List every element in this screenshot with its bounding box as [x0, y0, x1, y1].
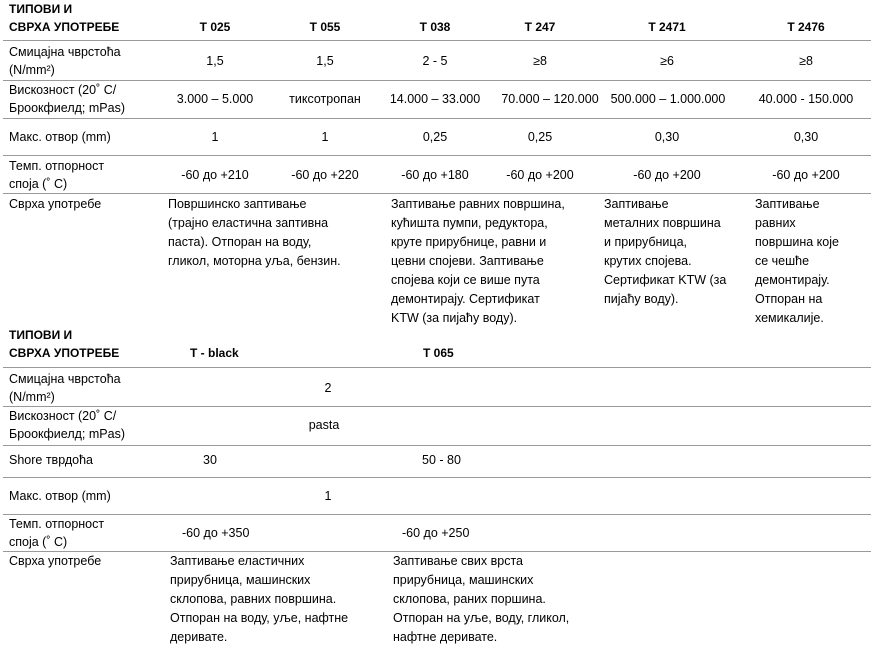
table-cell: 2 — [324, 381, 332, 395]
row-divider — [3, 193, 871, 194]
usage-line: паста). Отпоран на воду, — [168, 235, 312, 249]
usage-line: Површинско заптивање — [168, 197, 307, 211]
table-cell: 1 — [324, 489, 332, 503]
usage-line: и прирубница, — [604, 235, 687, 249]
row-label: Смицајна чврстоћа — [9, 45, 121, 59]
row-label: Броокфиелд; mPas) — [9, 101, 125, 115]
row-divider — [3, 367, 871, 368]
usage-line: гликол, моторна уља, бензин. — [168, 254, 341, 268]
usage-line: круте прирубнице, равни и — [391, 235, 547, 249]
table-cell: 0,30 — [654, 130, 680, 144]
table-1-col-t247: T 247 — [524, 20, 556, 34]
usage-line: пијаћу воду). — [604, 292, 679, 306]
row-label: (N/mm²) — [9, 390, 55, 404]
usage-line: се чешће — [755, 254, 810, 268]
table-2-title-line-2: СВРХА УПОТРЕБЕ — [9, 346, 120, 360]
table-cell: -60 до +200 — [633, 168, 701, 182]
row-divider — [3, 155, 871, 156]
usage-line: кућишта пумпи, редуктора, — [391, 216, 548, 230]
usage-line: Отпоран на — [755, 292, 823, 306]
usage-line: равних — [755, 216, 796, 230]
row-label: споја (˚ C) — [9, 535, 68, 549]
table-cell: -60 до +200 — [772, 168, 840, 182]
usage-line: Отпоран на уље, воду, гликол, — [393, 611, 570, 625]
usage-line: демонтирају. — [755, 273, 830, 287]
table-cell: 1,5 — [206, 54, 224, 68]
usage-line: површина које — [755, 235, 839, 249]
table-cell: 0,30 — [793, 130, 819, 144]
usage-line: хемикалије. — [755, 311, 824, 325]
usage-line: деривате. — [170, 630, 228, 644]
usage-line: Заптивање — [755, 197, 820, 211]
table-cell: 70.000 – 120.000 — [501, 92, 599, 106]
table-cell: -60 до +180 — [401, 168, 469, 182]
table-cell: 30 — [203, 453, 217, 467]
row-label: Темп. отпорност — [9, 159, 105, 173]
table-1-col-t2476: T 2476 — [787, 20, 825, 34]
row-label: споја (˚ C) — [9, 177, 68, 191]
table-cell: 50 - 80 — [422, 453, 461, 467]
row-label: Shore тврдоћа — [9, 453, 94, 467]
table-cell: ≥8 — [799, 54, 813, 68]
table-cell: 40.000 - 150.000 — [758, 92, 854, 106]
usage-line: демонтирају. Сертификат — [391, 292, 540, 306]
row-divider — [3, 514, 871, 515]
usage-line: (трајно еластична заптивна — [168, 216, 329, 230]
row-label: Сврха употребе — [9, 197, 102, 211]
row-label: Вискозност (20˚ C/ — [9, 409, 117, 423]
table-2-title-line-1: ТИПОВИ И — [9, 328, 73, 342]
row-label: (N/mm²) — [9, 63, 55, 77]
table-cell: 14.000 – 33.000 — [389, 92, 481, 106]
table-2-col-t-black: T - black — [190, 346, 239, 360]
usage-line: Заптивање еластичних — [170, 554, 305, 568]
table-cell: 1 — [211, 130, 219, 144]
table-1-title-line-1: ТИПОВИ И — [9, 2, 73, 16]
table-cell: 0,25 — [527, 130, 553, 144]
row-label: Смицајна чврстоћа — [9, 372, 121, 386]
row-label: Темп. отпорност — [9, 517, 105, 531]
row-label: Сврха употребе — [9, 554, 102, 568]
usage-line: Сертификат KTW (за — [604, 273, 727, 287]
table-cell: 2 - 5 — [422, 54, 448, 68]
row-divider — [3, 406, 871, 407]
row-divider — [3, 80, 871, 81]
row-divider — [3, 118, 871, 119]
row-label: Вискозност (20˚ C/ — [9, 83, 117, 97]
row-divider — [3, 477, 871, 478]
usage-line: цевни спојеви. Заптивање — [391, 254, 544, 268]
table-1-col-t2471: T 2471 — [648, 20, 686, 34]
table-cell: -60 до +200 — [506, 168, 574, 182]
table-1-col-t055: T 055 — [309, 20, 341, 34]
usage-line: склопова, равних површина. — [170, 592, 337, 606]
row-divider — [3, 445, 871, 446]
usage-line: Заптивање — [604, 197, 669, 211]
usage-line: KTW (за пијаћу воду). — [391, 311, 518, 325]
usage-line: прирубница, машинских — [170, 573, 311, 587]
usage-line: металних површина — [604, 216, 721, 230]
usage-line: спојева који се више пута — [391, 273, 540, 287]
table-1-col-t038: T 038 — [419, 20, 451, 34]
table-cell: 1,5 — [316, 54, 334, 68]
table-cell: 0,25 — [422, 130, 448, 144]
table-1-title-line-2: СВРХА УПОТРЕБЕ — [9, 20, 120, 34]
table-2-col-t065: T 065 — [423, 346, 454, 360]
row-label: Макс. отвор (mm) — [9, 130, 111, 144]
table-1-col-t025: T 025 — [199, 20, 231, 34]
row-divider — [3, 40, 871, 41]
table-cell: тиксотропан — [289, 92, 361, 106]
usage-line: Отпоран на воду, уље, нафтне — [170, 611, 349, 625]
table-cell: 3.000 – 5.000 — [176, 92, 254, 106]
usage-line: крутих спојева. — [604, 254, 692, 268]
table-cell: -60 до +350 — [182, 526, 250, 540]
table-cell: 500.000 – 1.000.000 — [610, 92, 726, 106]
usage-line: Заптивање равних површина, — [391, 197, 565, 211]
usage-line: прирубница, машинских — [393, 573, 534, 587]
row-label: Макс. отвор (mm) — [9, 489, 111, 503]
table-cell: -60 до +220 — [291, 168, 359, 182]
table-cell: -60 до +210 — [181, 168, 249, 182]
table-cell: ≥8 — [533, 54, 547, 68]
usage-line: склопова, раних поршина. — [393, 592, 546, 606]
row-label: Броокфиелд; mPas) — [9, 427, 125, 441]
table-cell: 1 — [321, 130, 329, 144]
table-cell: ≥6 — [660, 54, 674, 68]
table-cell: -60 до +250 — [402, 526, 470, 540]
usage-line: Заптивање свих врста — [393, 554, 523, 568]
table-cell: pasta — [308, 418, 340, 432]
usage-line: нафтне деривате. — [393, 630, 498, 644]
